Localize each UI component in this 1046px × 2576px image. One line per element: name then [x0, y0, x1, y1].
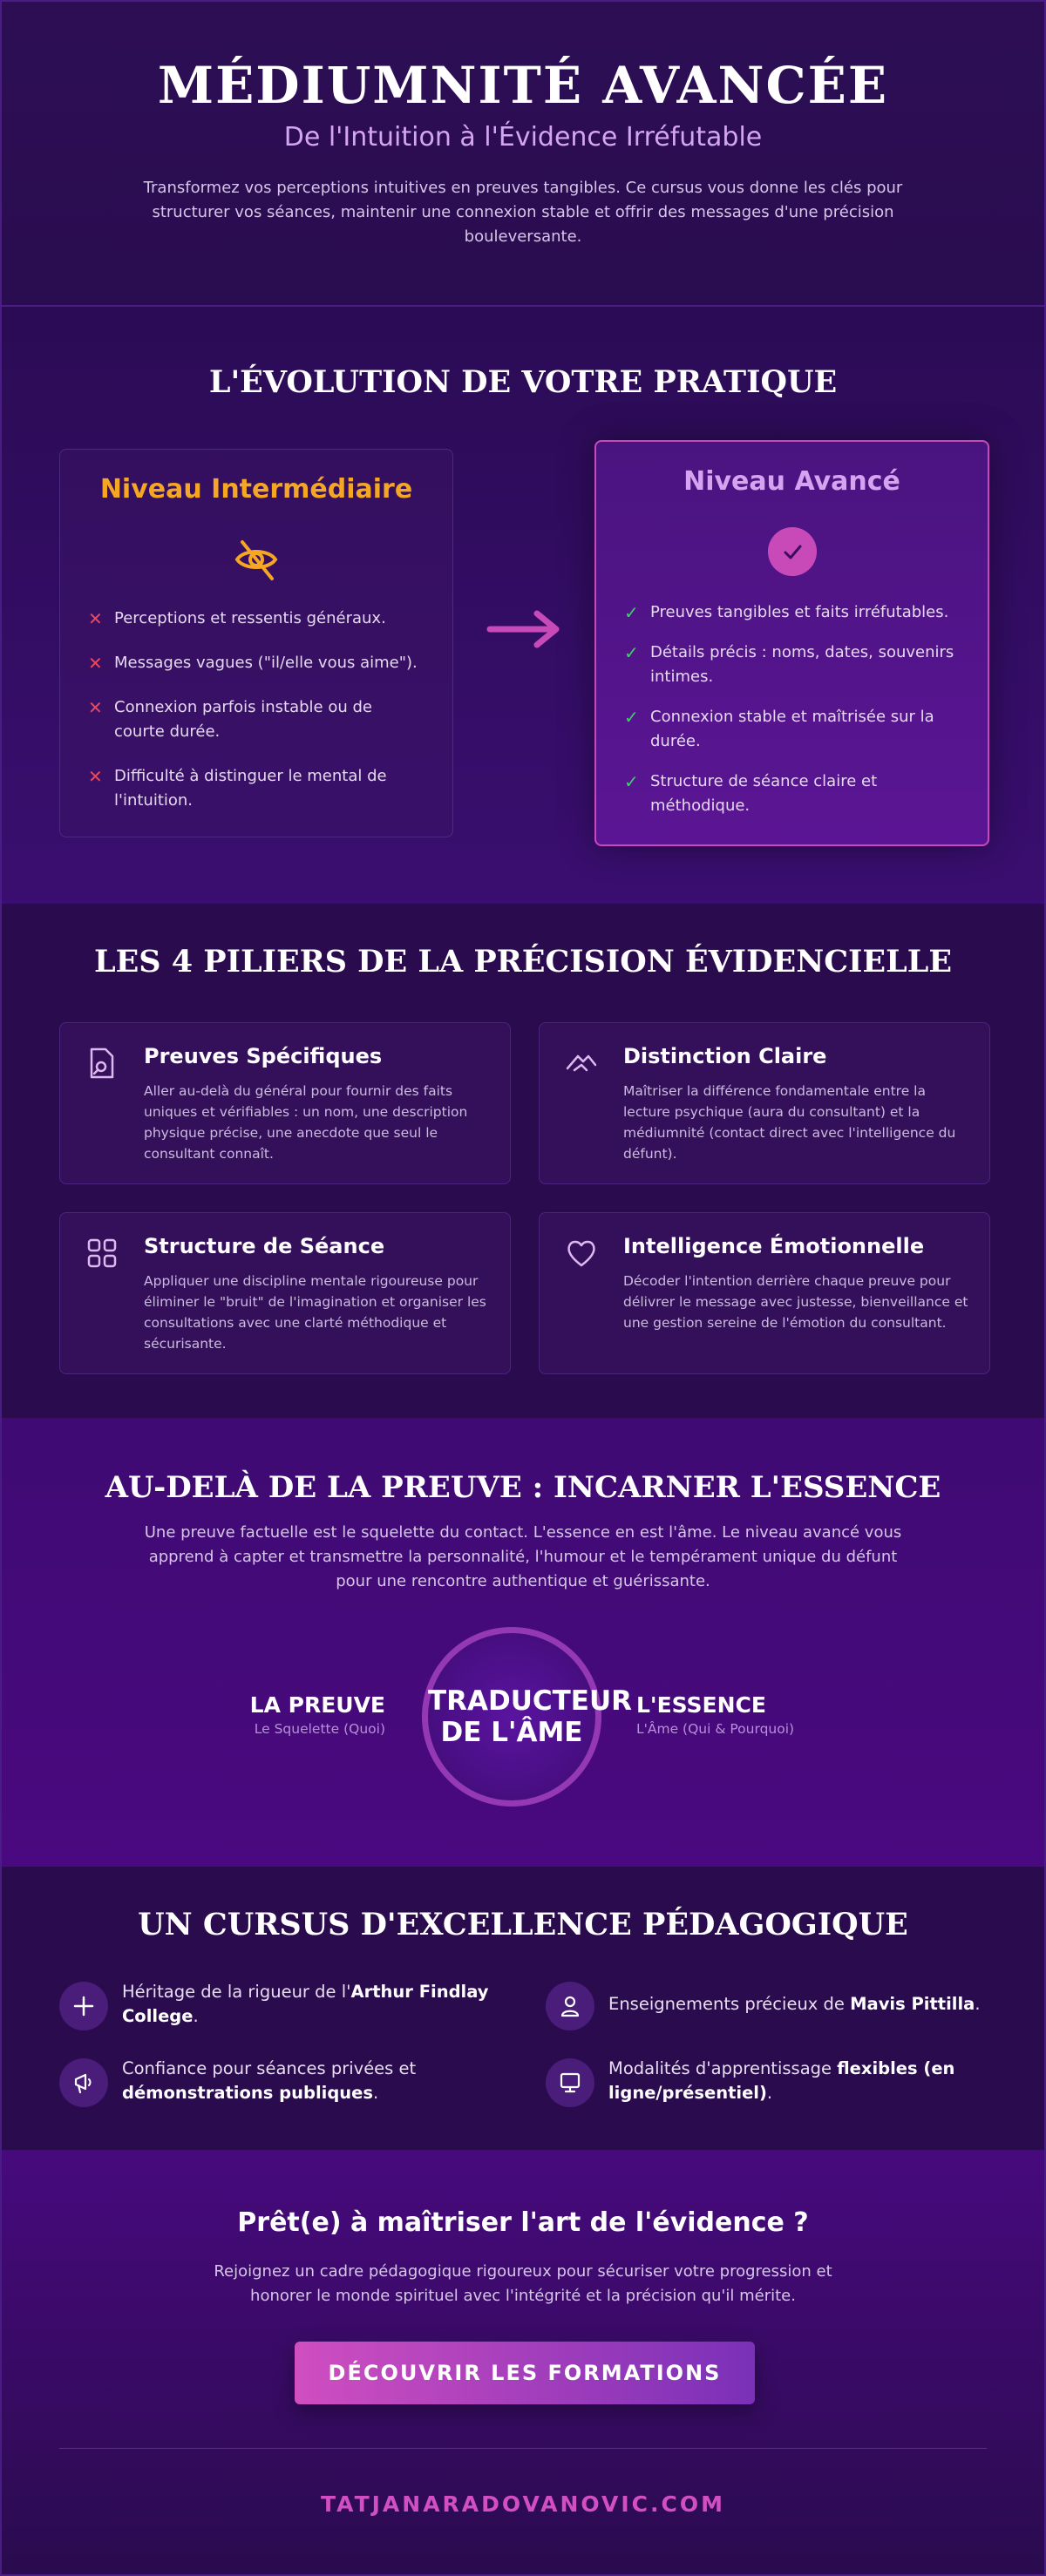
feature-item: [59, 2057, 513, 2109]
evolution-section: [2, 307, 1044, 904]
user-icon: [546, 1982, 594, 2030]
proof-label-group: [202, 1692, 385, 1737]
hero-section: [2, 2, 1044, 307]
list-item: ✓ Preuves tangibles et faits irréfutables.: [624, 602, 949, 623]
intermediate-title: Niveau Intermédiaire: [99, 474, 413, 505]
pillar-text: Appliquer une discipline mentale rigoureuse pour éliminer le "bruit" de l'imagination et organiser les consultations avec une clarté méthodique et sécurisante.: [144, 1273, 486, 1352]
page-subtitle: De l'Intuition à l'Évidence Irréfutable: [283, 122, 763, 153]
feature-item: [59, 1980, 513, 2032]
pillars-heading: LES 4 PILIERS DE LA PRÉCISION ÉVIDENCIELLE: [94, 944, 952, 980]
cta-section: [2, 2150, 1044, 2576]
pillar-card-preuves: [59, 1022, 511, 1184]
ring-label: TRADUCTEUR DE L'ÂME: [428, 1685, 633, 1748]
cta-lead: Rejoignez un cadre pédagogique rigoureux pour sécuriser votre progression et honorer le monde spirituel avec l'intégrité et la précision qu'il mérite.: [214, 2262, 832, 2305]
cta-heading: Prêt(e) à maîtriser l'art de l'évidence ?: [237, 2207, 809, 2238]
feature-item: [546, 1980, 999, 2032]
cross-icon: ✕: [88, 653, 103, 674]
intermediate-list: [86, 607, 426, 833]
pillar-card-distinction: [539, 1022, 990, 1184]
arrow-right-icon: [486, 610, 561, 648]
essence-subtitle: L'Âme (Qui & Pourquoi): [636, 1721, 795, 1737]
essence-title: L'ESSENCE: [636, 1692, 766, 1718]
pillars-section: [2, 904, 1044, 1418]
cursus-section: [2, 1867, 1044, 2150]
essence-section: [2, 1418, 1044, 1867]
pillar-title: Distinction Claire: [623, 1044, 827, 1068]
pillar-title: Structure de Séance: [144, 1234, 385, 1258]
page-title: MÉDIUMNITÉ AVANCÉE: [157, 56, 889, 115]
hero-lead: Transformez vos perceptions intuitives en preuves tangibles. Ce cursus vous donne les clés pour structurer vos séances, maintenir une connexion stable et offrir des messages d'une précision bouleversante.: [143, 179, 903, 246]
cursus-heading: UN CURSUS D'EXCELLENCE PÉDAGOGIQUE: [138, 1907, 908, 1942]
monitor-icon: [546, 2058, 594, 2107]
file-search-icon: [85, 1046, 119, 1081]
list-item: ✓ Structure de séance claire et méthodique.: [624, 771, 878, 815]
feature-text: Modalités d'apprentissage flexibles (en ligne/présentiel).: [608, 2058, 955, 2103]
proof-title: LA PREUVE: [249, 1692, 385, 1718]
list-item: ✕ Connexion parfois instable ou de courte durée.: [88, 697, 372, 741]
pillar-text: Maîtriser la différence fondamentale entre la lecture psychique (aura du consultant) et la médiumnité (contact direct avec l'intelligence du défunt).: [623, 1083, 956, 1162]
intermediate-card: [59, 449, 453, 837]
megaphone-icon: [59, 2058, 108, 2107]
heart-icon: [564, 1236, 599, 1271]
pillar-card-structure: [59, 1212, 511, 1374]
essence-lead: Une preuve factuelle est le squelette du contact. L'essence en est l'âme. Le niveau avancé vous apprend à capter et transmettre la personnalité, l'humour et le tempérament unique du défunt pour une rencontre authentique et guérissante.: [144, 1523, 902, 1590]
feature-text: Héritage de la rigueur de l'Arthur Findlay College.: [122, 1982, 489, 2026]
list-item: ✕ Messages vagues ("il/elle vous aime").: [88, 653, 418, 674]
check-circle-icon: [768, 527, 817, 576]
advanced-title: Niveau Avancé: [683, 466, 900, 497]
essence-heading: AU-DELÀ DE LA PREUVE : INCARNER L'ESSENCE: [105, 1470, 941, 1505]
eye-slash-icon: [230, 533, 282, 586]
advanced-card: [594, 440, 989, 846]
advanced-list: [622, 600, 961, 834]
list-item: ✓ Connexion stable et maîtrisée sur la durée.: [624, 707, 934, 750]
check-icon: ✓: [624, 642, 639, 663]
check-icon: ✓: [624, 602, 639, 623]
pillar-card-intelligence: [539, 1212, 990, 1374]
pillar-title: Intelligence Émotionnelle: [623, 1234, 925, 1258]
feature-item: [546, 2057, 999, 2109]
check-icon: ✓: [624, 707, 639, 728]
soul-translator-ring: [422, 1627, 633, 1807]
grid-icon: [85, 1236, 119, 1271]
cross-icon: ✕: [88, 766, 103, 787]
cross-icon: ✕: [88, 697, 103, 718]
handshake-icon: [564, 1046, 599, 1081]
list-item: ✕ Perceptions et ressentis généraux.: [88, 608, 386, 629]
list-item: ✕ Difficulté à distinguer le mental de l'intuition.: [88, 766, 387, 810]
feature-text: Enseignements précieux de Mavis Pittilla.: [608, 1994, 981, 2014]
discover-formations-button[interactable]: DÉCOUVRIR LES FORMATIONS: [295, 2342, 755, 2404]
proof-subtitle: Le Squelette (Quoi): [254, 1721, 385, 1737]
evolution-heading: L'ÉVOLUTION DE VOTRE PRATIQUE: [208, 364, 838, 400]
pillar-text: Décoder l'intention derrière chaque preuve pour délivrer le message avec justesse, bienveillance et une gestion sereine de l'émotion du consultant.: [623, 1273, 968, 1331]
divider: [59, 2448, 987, 2449]
website-link[interactable]: TATJANARADOVANOVIC.COM: [321, 2491, 725, 2517]
essence-label-group: [636, 1692, 854, 1737]
pillar-title: Preuves Spécifiques: [144, 1044, 383, 1068]
cross-icon: ✕: [88, 608, 103, 629]
feature-text: Confiance pour séances privées et démonstrations publiques.: [122, 2058, 417, 2103]
check-icon: ✓: [624, 771, 639, 792]
pillar-text: Aller au-delà du général pour fournir des faits uniques et vérifiables : un nom, une description physique précise, une anecdote que seul le consultant connaît.: [144, 1083, 468, 1162]
list-item: ✓ Détails précis : noms, dates, souvenirs intimes.: [624, 642, 954, 686]
plus-icon: [59, 1982, 108, 2030]
